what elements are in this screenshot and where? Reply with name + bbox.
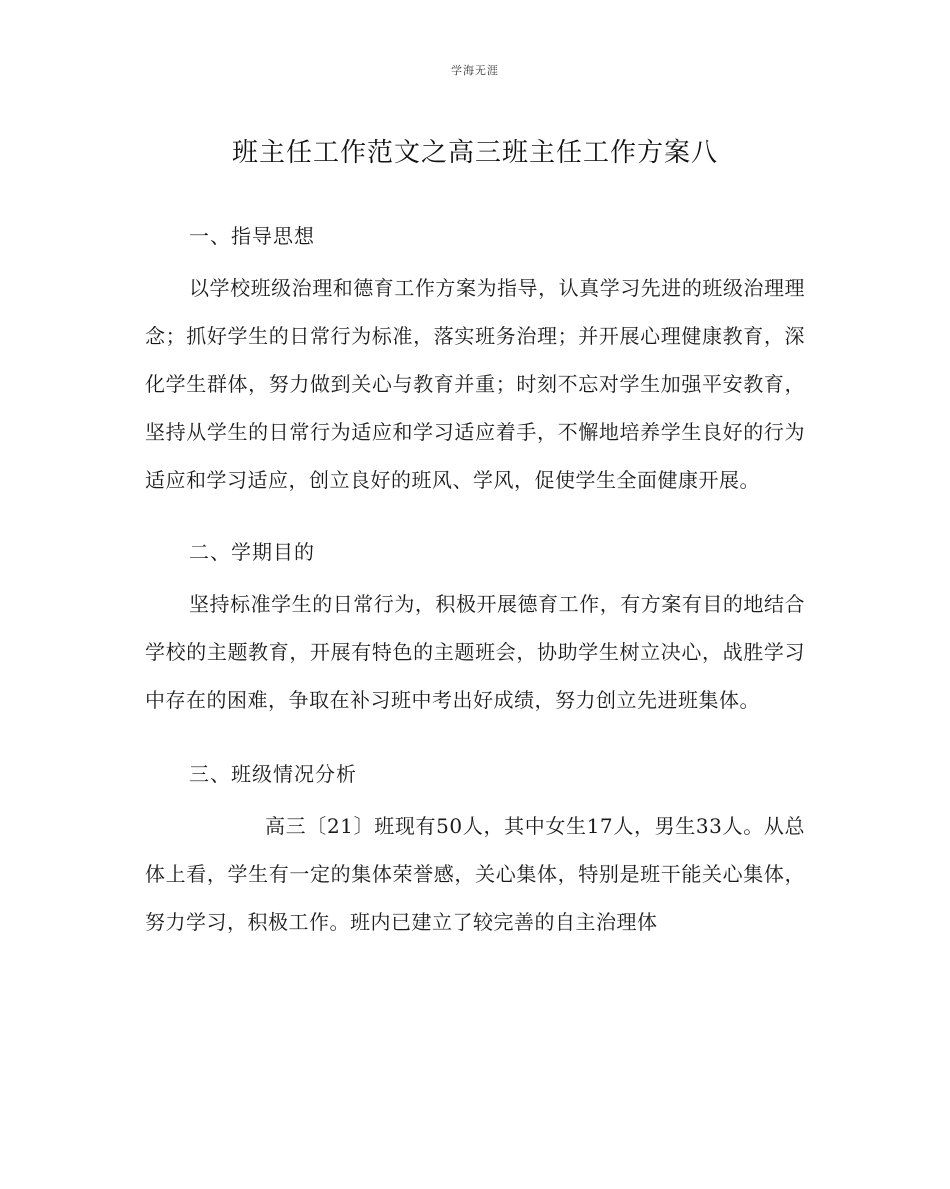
page-header: 学海无涯 [451, 64, 499, 77]
section-paragraph: 坚持标准学生的日常行为，积极开展德育工作，有方案有目的地结合学校的主题教育，开展有特色的主题班会，协助学生树立决心，战胜学习中存在的困难，争取在补习班中考出好成绩，努力创立先进班集体。 [145, 592, 805, 712]
section-heading: 二、学期目的 [189, 540, 315, 564]
section-paragraph: 高三〔21〕班现有50人，其中女生17人，男生33人。从总体上看，学生有一定的集体荣誉感，关心集体，特别是班干能关心集体，努力学习，积极工作。班内已建立了较完善的自主治理体 [145, 814, 805, 934]
section-semester-goals [145, 534, 805, 724]
document-body [145, 218, 805, 946]
section-heading: 一、指导思想 [189, 224, 315, 248]
section-heading: 三、班级情况分析 [189, 762, 357, 786]
section-class-analysis [145, 756, 805, 946]
document-title: 班主任工作范文之高三班主任工作方案八 [231, 138, 718, 168]
section-guiding-ideology [145, 218, 805, 504]
section-paragraph: 以学校班级治理和德育工作方案为指导，认真学习先进的班级治理理念；抓好学生的日常行为标准，落实班务治理；并开展心理健康教育，深化学生群体，努力做到关心与教育并重；时刻不忘对学生加强平安教育，坚持从学生的日常行为适应和学习适应着手，不懈地培养学生良好的行为适应和学习适应，创立良好的班风、学风，促使学生全面健康开展。 [145, 276, 805, 492]
